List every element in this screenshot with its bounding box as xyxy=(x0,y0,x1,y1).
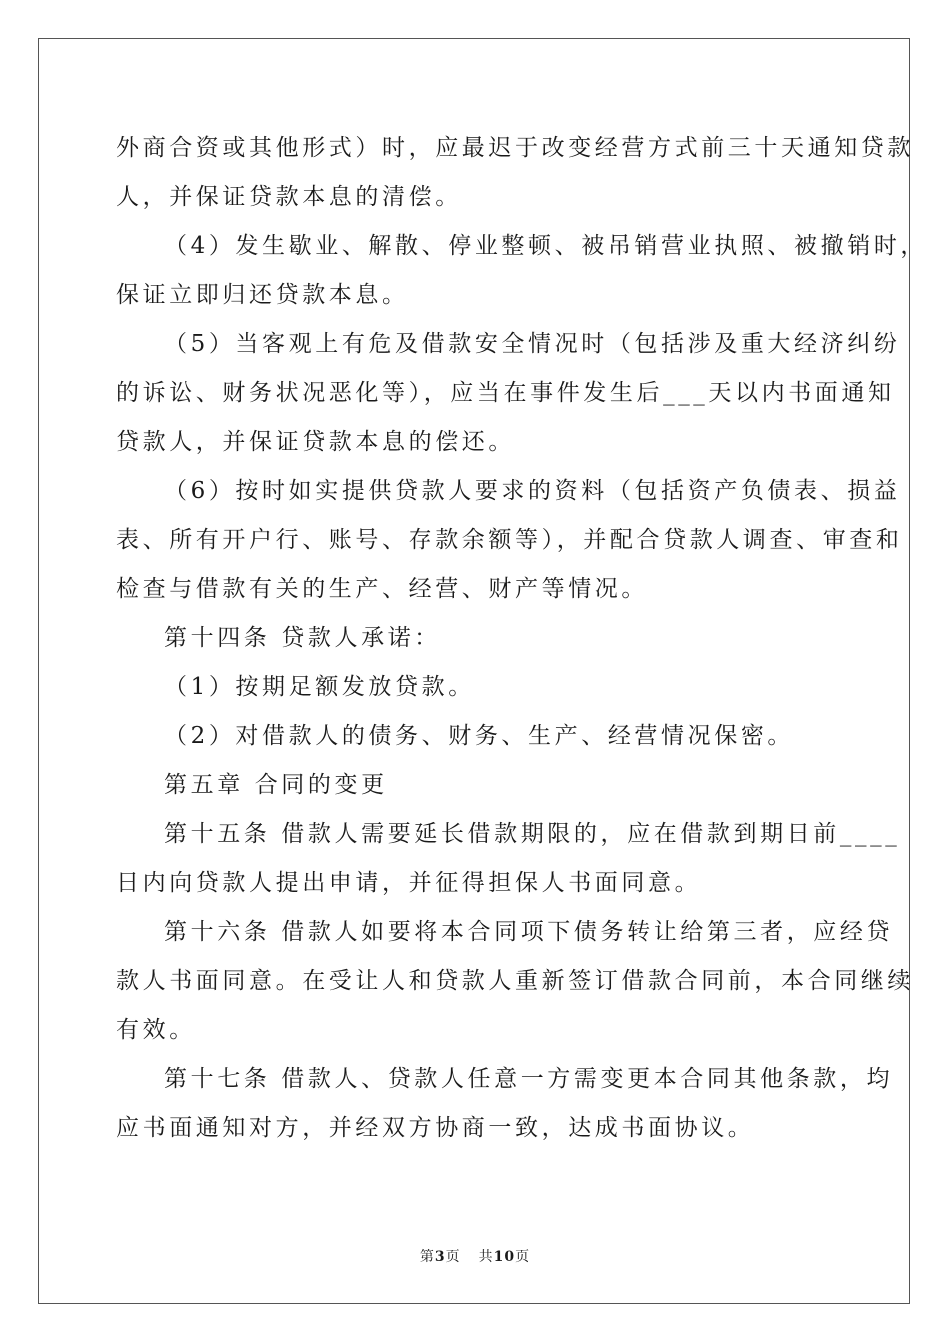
text-block xyxy=(116,124,928,1153)
footer-page-suffix: 页 xyxy=(445,1249,461,1265)
text-line: 贷款人，并保证贷款本息的偿还。 xyxy=(116,429,515,455)
text-line: 外商合资或其他形式）时，应最迟于改变经营方式前三十天通知贷款 xyxy=(116,135,914,161)
text-line: （4）发生歇业、解散、停业整顿、被吊销营业执照、被撤销时， xyxy=(164,233,928,259)
text-line: （6）按时如实提供贷款人要求的资料（包括资产负债表、损益 xyxy=(164,478,901,504)
footer-total-suffix: 页 xyxy=(515,1249,531,1265)
document-body xyxy=(116,124,928,1153)
text-line: 第十五条 借款人需要延长借款期限的，应在借款到期日前____ xyxy=(164,821,901,847)
text-line: 有效。 xyxy=(116,1017,196,1043)
text-line: 款人书面同意。在受让人和贷款人重新签订借款合同前，本合同继续 xyxy=(116,968,914,994)
text-line: （5）当客观上有危及借款安全情况时（包括涉及重大经济纠纷 xyxy=(164,331,901,357)
page-footer xyxy=(0,1246,950,1266)
text-line: 表、所有开户行、账号、存款余额等），并配合贷款人调查、审查和 xyxy=(116,527,903,553)
text-line: 保证立即归还贷款本息。 xyxy=(116,282,409,308)
text-line: 第十六条 借款人如要将本合同项下债务转让给第三者，应经贷 xyxy=(164,919,894,945)
footer-page-prefix: 第 xyxy=(419,1249,435,1265)
text-line: 第十七条 借款人、贷款人任意一方需变更本合同其他条款，均 xyxy=(164,1066,894,1092)
text-line: 第五章 合同的变更 xyxy=(164,772,388,798)
text-line: 应书面通知对方，并经双方协商一致，达成书面协议。 xyxy=(116,1115,755,1141)
footer-total-prefix: 共 xyxy=(478,1249,494,1265)
text-line: 日内向贷款人提出申请，并征得担保人书面同意。 xyxy=(116,870,702,896)
text-line: 第十四条 贷款人承诺： xyxy=(164,625,441,651)
footer-page-current: 3 xyxy=(434,1249,446,1265)
text-line: 的诉讼、财务状况恶化等），应当在事件发生后___天以内书面通知 xyxy=(116,380,895,406)
text-line: 检查与借款有关的生产、经营、财产等情况。 xyxy=(116,576,648,602)
text-line: 人，并保证贷款本息的清偿。 xyxy=(116,184,462,210)
text-line: （2）对借款人的债务、财务、生产、经营情况保密。 xyxy=(164,723,795,749)
text-line: （1）按期足额发放贷款。 xyxy=(164,674,475,700)
footer-page-total: 10 xyxy=(493,1249,516,1265)
